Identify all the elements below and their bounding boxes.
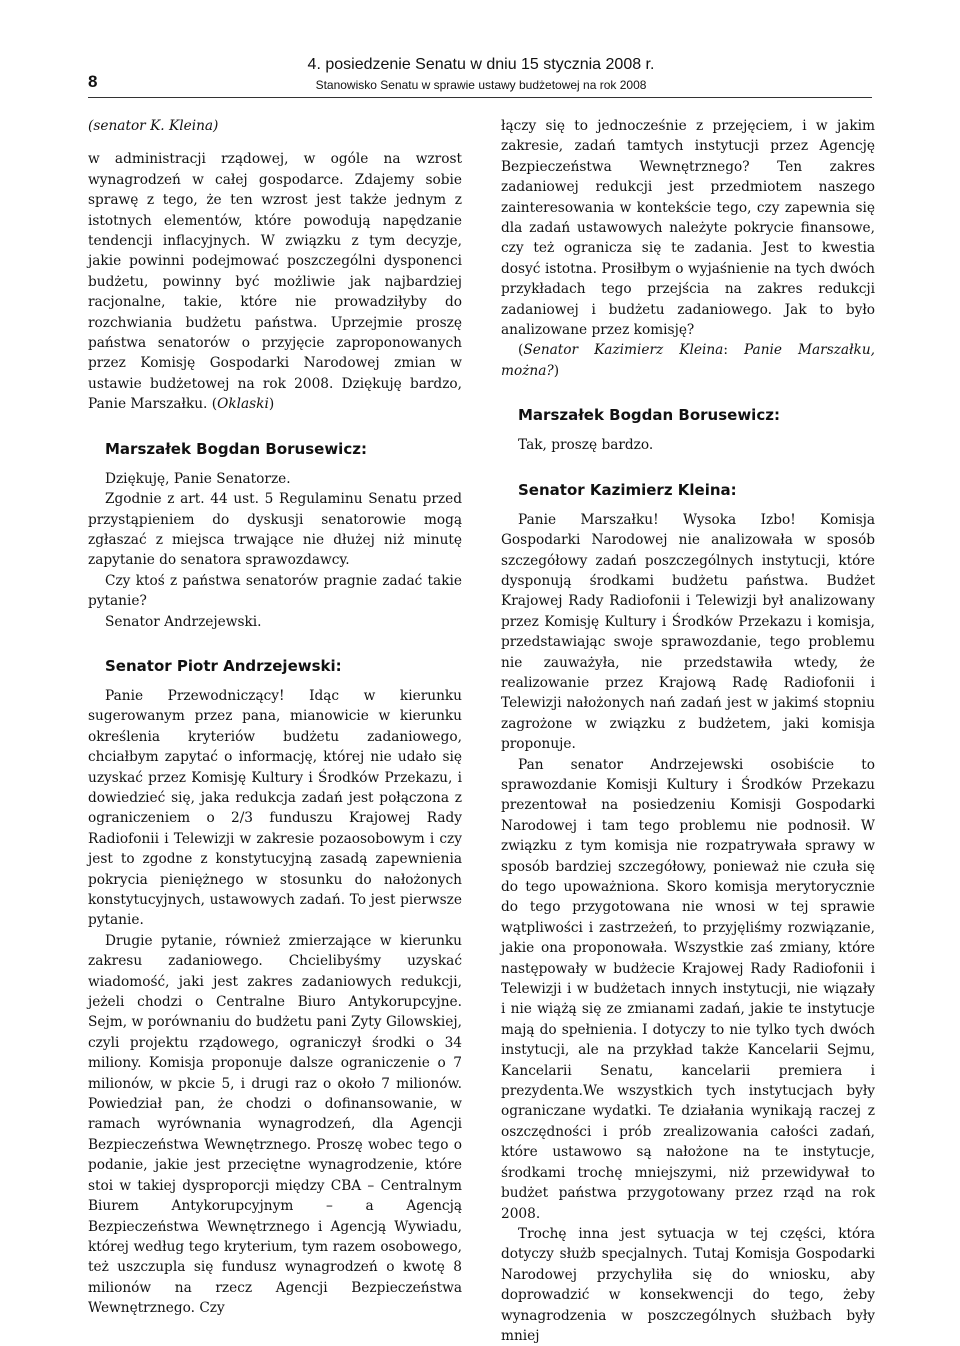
paragraph: Dziękuję, Panie Senatorze. [105,470,291,487]
applause-note: Oklaski [217,396,269,413]
speaker-heading: Senator Kazimierz Kleina: [518,480,737,499]
speaker-heading: Senator Piotr Andrzejewski: [105,656,342,675]
paragraph: Zgodnie z art. 44 ust. 5 Regulaminu Senatu przed przystąpieniem do dyskusji senatorowie mogą zgłaszać z miejsca trwające nie dłużej niż minutę zapytanie do senatora sprawozdawcy. [88,491,462,569]
interjection [501,340,875,381]
interjection-text: : [723,342,744,359]
left-column [88,116,462,1319]
page-number: 8 [88,72,98,91]
paragraph: Tak, proszę bardzo. [518,437,654,454]
paragraph: Drugie pytanie, również zmierzające w kierunku zakresu zadaniowego. Chcielibyśmy uzyskać wiadomość, jaki jest zakres zadaniowych redukcji, jeżeli chodzi o Centralne Biuro Antykorupcyjne. Sejm, w porównaniu do budżetu pani Zyty Gilowskiej, czyli projektu rządowego, ograniczył środki o 34 miliony. Komisja proponuje dalsze ograniczenie o 7 milionów, w pkcie 5, i drugi raz o około 7 milionów. Powiedział pan, że chodzi o dofinansowanie, w ramach wyrównania wynagrodzeń, dla Agencji Bezpieczeństwa Wewnętrznego. Proszę wobec tego o podanie, jakie jest przeciętne wynagrodzenie, które stoi w takiej dysproporcji między CBA – Centralnym Biurem Antykorupcyjnym – a Agencją Bezpieczeństwa Wewnętrznego i Agencją Wywiadu, której według tego kryterium, tym razem osobowego, też uszczupla się fundusz wynagrodzeń o kwotę 8 milionów na rzecz Agencji Bezpieczeństwa Wewnętrznego. Czy [88,932,462,1317]
paragraph: Trochę inna jest sytuacja w tej części, która dotyczy służb specjalnych. Tutaj Komisja Gospodarki Narodowej przychyliła się do wniosku, aby doprowadzić w konsekwencji do tego, żeby wynagrodzenia w poszczególnych służbach były mniej [501,1225,875,1344]
paragraph-text: w administracji rządowej, w ogóle na wzrost wynagrodzeń w całej gospodarce. Zdajemy sobie sprawę z tego, że ten wzrost jest także jednym z istotnych elementów, które powodują napędzanie tendencji inflacyjnych. W związku z tym decyzje, jakie powinni podejmować poszczególni dysponenci budżetu, powinny być możliwie jak najbardziej racjonalne, takie, które nie prowadziłyby do rozchwiania budżetu państwa. Uprzejmie proszę państwa senatorów o przyjęcie zaproponowanych przez Komisję Gospodarki Narodowej zmian w ustawie budżetowej na rok 2008. Dziękuję bardzo, Panie Marszałku. ( [88,151,462,413]
right-column [501,116,875,1346]
interjection-text: ) [553,362,560,379]
paragraph-text: ) [268,396,275,413]
paragraph [88,149,462,414]
speaker-heading: Marszałek Bogdan Borusewicz: [518,406,780,425]
paragraph: Panie Przewodniczący! Idąc w kierunku sugerowanym przez pana, mianowicie w kierunku określenia kryteriów budżetu zadaniowego, chciałbym zapytać o informację, której nie udało się uzyskać przez Komisję Kultury i Środków Przekazu, i dowiedzieć się, jaka redukcja zadań jest połączona z ograniczeniem o 2/3 funduszu Krajowej Rady Radiofonii i Telewizji w zakresie pozaosobowym i czy jest to zgodne z konstytucyjną zasadą zapewnienia pokrycia pieniężnego w stosunku do nałożonych konstytucyjnych, ustawowych zadań. To jest pierwsze pytanie. [88,687,462,929]
running-subtitle: Stanowisko Senatu w sprawie ustawy budżetowej na rok 2008 [315,78,647,92]
interjection-quote: Panie Marszałku, można? [501,342,875,379]
paragraph: Panie Marszałku! Wysoka Izbo! Komisja Gospodarki Narodowej nie analizowała w sposób szczegółowy zadań poszczególnych instytucji, które dysponują środkami budżetu państwa. Budżet Krajowej Rady Radiofonii i Telewizji był analizowany przez Komisję Kultury i Środków Przekazu i komisja, przedstawiając swoje sprawozdanie, tego problemu nie zauważyła, nie przedstawiła wtedy, że realizowanie przez Krajową Radę Radiofonii i Telewizji nałożonych nań zadań jest w jakimś stopniu zagrożone w związku z budżetem, jaki komisja proponuje. [501,511,875,753]
interjection-speaker: Senator Kazimierz Kleina [523,342,724,359]
paragraph: Pan senator Andrzejewski osobiście to sprawozdanie Komisji Kultury i Środków Przekazu prezentował na posiedzeniu Komisji Gospodarki Narodowej i tam tego problemu nie podnosił. W związku z tym komisja nie rozpatrywała sprawy w sposób bardziej szczegółowy, ponieważ nie czuła się do tego upoważniona. Skoro komisja merytorycznie do tego przygotowana nie wnosi w tej sprawie wątpliwości i zastrzeżeń, to przyjęliśmy rozwiązanie, jakie ona proponowała. Wszystkie zaś zmiany, które następowały w budżecie Krajowej Rady Radiofonii i Telewizji i w budżetach innych instytucji, nie wiązały i nie wiążą się ze zmianami zadań, jakie te instytucje mają do spełnienia. I dotyczy to nie tylko tych dwóch instytucji, ale na przykład także Kancelarii Sejmu, Kancelarii Senatu, kancelarii premiera i prezydenta.We wszystkich tych instytucjach były ograniczane wydatki. Te działania wynikają raczej z oszczędności i prób zrealizowania całości zadań, które ustawowo są nałożone na te instytucje, środkami trochę mniejszymi, niż przewidywał to budżet państwa przygotowany przez rząd na rok 2008. [501,756,875,1222]
spacer [88,136,462,149]
paragraph: Senator Andrzejewski. [105,613,262,630]
interjection-text: ( [518,342,524,359]
speaker-heading: Marszałek Bogdan Borusewicz: [105,439,367,458]
paragraph: łączy się to jednocześnie z przejęciem, i w jakim zakresie, zadań tamtych instytucji przez Agencję Bezpieczeństwa Wewnętrznego? Ten zakres zadaniowej redukcji jest przedmiotem naszego zainteresowania w kontekście tego, czy zapewnia się dla zadań ustawowych należyte pokrycie finansowe, czy też ogranicza się te zadania. Jest to kwestia dosyć istotna. Prosiłbym o wyjaśnienie na tych dwóch przykładach tego przejścia na zakres redukcji zadaniowej i budżetu zadaniowego. Jak to było analizowane przez komisję? [501,118,875,339]
continuation-note: (senator K. Kleina) [88,118,219,134]
header-rule [88,97,872,98]
paragraph: Czy ktoś z państwa senatorów pragnie zadać takie pytanie? [88,572,462,610]
running-title: 4. posiedzenie Senatu w dniu 15 stycznia 2008 r. [307,56,655,73]
